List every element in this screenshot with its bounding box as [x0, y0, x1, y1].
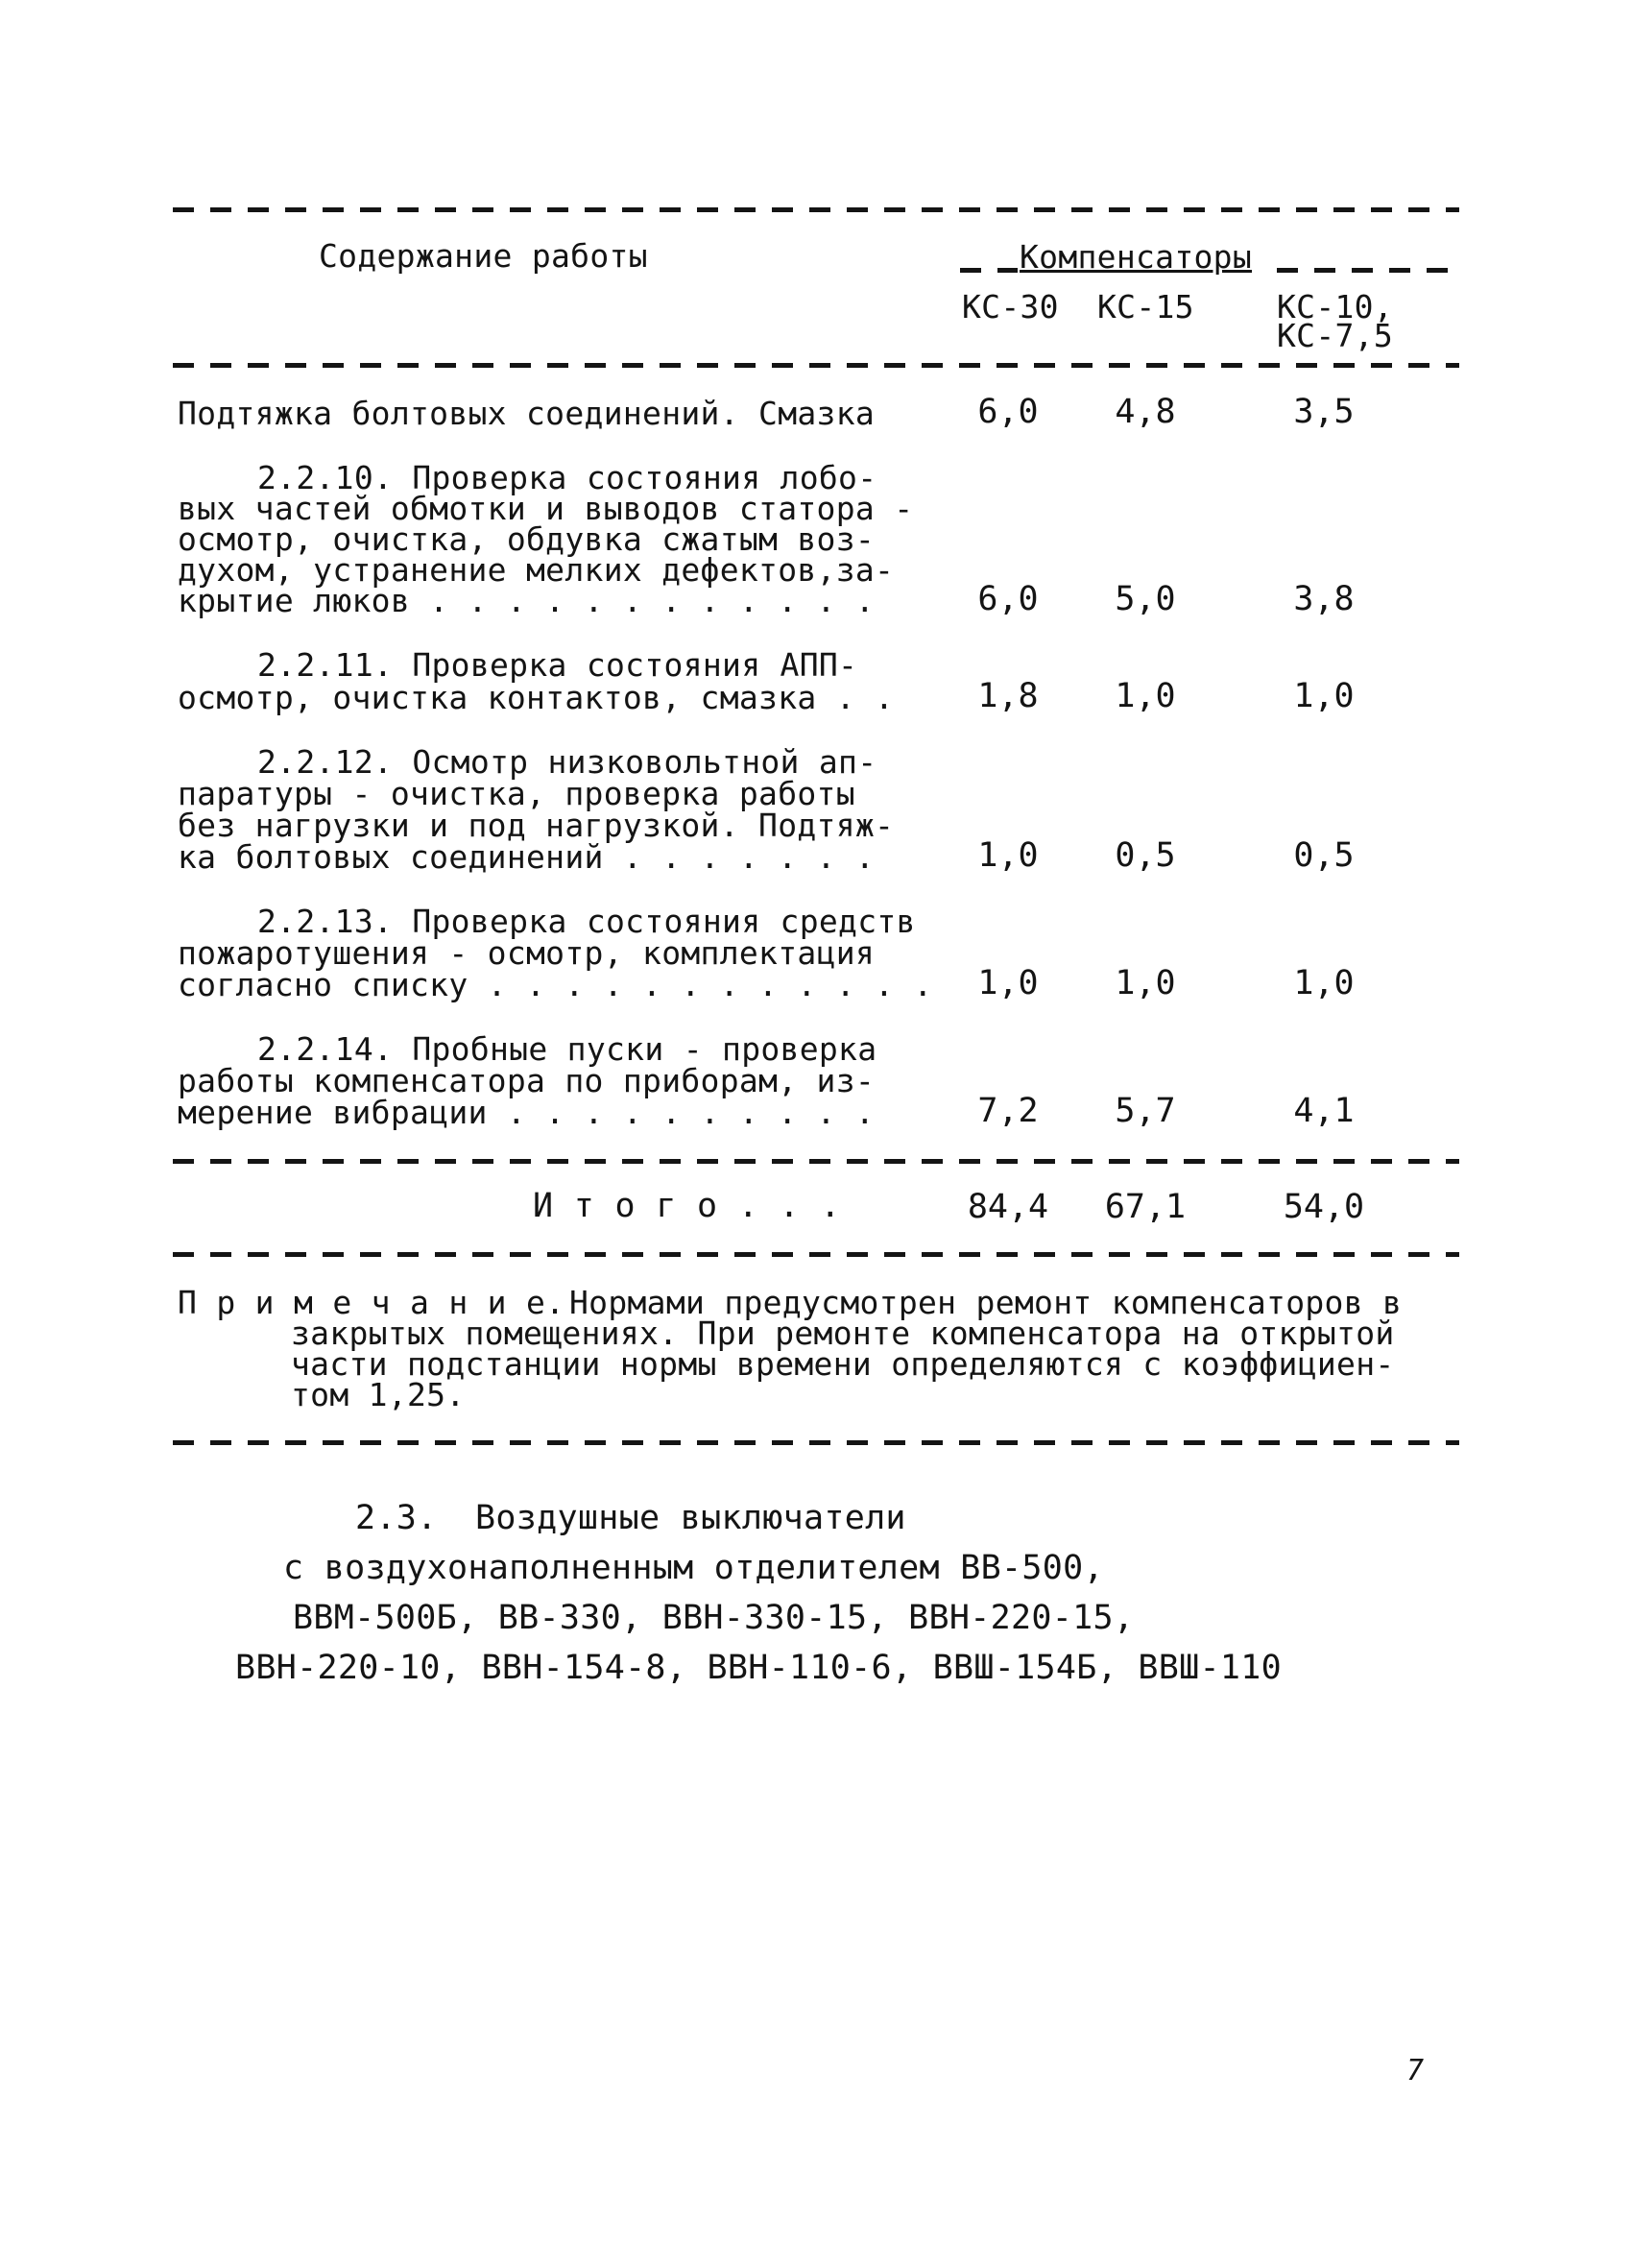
- row-text-line: осмотр, очистка контактов, смазка . .: [178, 679, 895, 716]
- group-header-left-rule: [960, 268, 1018, 273]
- note-line: закрытых помещениях. При ремонте компенсатора на открытой: [291, 1315, 1395, 1352]
- value-ks30: 1,0: [977, 964, 1039, 1002]
- row-text-line: духом, устранение мелких дефектов,за-: [178, 551, 895, 589]
- value-ks30: 1,0: [977, 836, 1039, 875]
- value-ks30: 1,8: [977, 677, 1039, 715]
- section-line: ВВМ-500Б, ВВ-330, ВВН-330-15, ВВН-220-15,: [293, 1599, 1135, 1637]
- value-ks10: 4,1: [1293, 1092, 1355, 1130]
- value-ks15: 5,7: [1115, 1092, 1176, 1130]
- section-title: Воздушные выключатели: [475, 1499, 906, 1537]
- row-text-line: пожаротушения - осмотр, комплектация: [178, 934, 876, 972]
- total-bottom-rule: [173, 1252, 1459, 1257]
- total-label: И т о г о . . .: [533, 1187, 841, 1225]
- value-ks10: 3,5: [1293, 393, 1355, 431]
- group-column-header: Компенсаторы: [1020, 238, 1253, 276]
- total-ks10: 54,0: [1283, 1188, 1365, 1226]
- row-text-line: мерение вибрации . . . . . . . . . .: [178, 1094, 876, 1131]
- row-text-line: 2.2.11. Проверка состояния АПП-: [257, 646, 858, 684]
- page-number: 7: [1406, 2054, 1425, 2087]
- note-label: П р и м е ч а н и е.: [178, 1284, 565, 1321]
- value-ks15: 0,5: [1115, 836, 1176, 875]
- row-text-line: 2.2.12. Осмотр низковольтной ап-: [257, 743, 877, 781]
- header-bottom-rule: [173, 363, 1459, 368]
- content-column-header: Содержание работы: [319, 237, 648, 275]
- section-number: 2.3.: [355, 1499, 438, 1537]
- value-ks15: 1,0: [1115, 677, 1176, 715]
- value-ks10: 1,0: [1293, 677, 1355, 715]
- note-line: части подстанции нормы времени определяются с коэффициен-: [291, 1345, 1395, 1383]
- group-header-right-rule: [1277, 268, 1459, 273]
- value-ks30: 7,2: [977, 1092, 1039, 1130]
- row-text-line: 2.2.14. Пробные пуски - проверка: [257, 1030, 877, 1068]
- row-text-line: крытие люков . . . . . . . . . . . .: [178, 582, 876, 619]
- row-text-line: Подтяжка болтовых соединений. Смазка: [178, 395, 876, 432]
- row-text-line: 2.2.13. Проверка состояния средств: [257, 903, 916, 940]
- row-text-line: работы компенсатора по приборам, из-: [178, 1062, 876, 1099]
- value-ks15: 5,0: [1115, 580, 1176, 618]
- row-text-line: без нагрузки и под нагрузкой. Подтяж-: [178, 807, 895, 844]
- row-text-line: осмотр, очистка, обдувка сжатым воз-: [178, 520, 876, 558]
- row-text-line: паратуры - очистка, проверка работы: [178, 775, 855, 812]
- value-ks10: 3,8: [1293, 580, 1355, 618]
- column-header-ks30: КС-30: [962, 288, 1059, 326]
- value-ks15: 1,0: [1115, 964, 1176, 1002]
- note-line: Нормами предусмотрен ремонт компенсаторов в: [569, 1284, 1403, 1321]
- total-ks15: 67,1: [1104, 1188, 1187, 1226]
- value-ks10: 0,5: [1293, 836, 1355, 875]
- column-header-ks75: КС-7,5: [1277, 317, 1394, 354]
- section-line: ВВН-220-10, ВВН-154-8, ВВН-110-6, ВВШ-154Б, ВВШ-110: [235, 1649, 1282, 1687]
- column-header-ks10: КС-10,: [1277, 288, 1394, 326]
- total-top-rule: [173, 1159, 1459, 1164]
- row-text-line: согласно списку . . . . . . . . . . . .: [178, 966, 933, 1003]
- value-ks10: 1,0: [1293, 964, 1355, 1002]
- value-ks30: 6,0: [977, 580, 1039, 618]
- table-top-rule: [173, 207, 1459, 212]
- value-ks30: 6,0: [977, 393, 1039, 431]
- row-text-line: вых частей обмотки и выводов статора -: [178, 490, 914, 527]
- total-ks30: 84,4: [967, 1188, 1049, 1226]
- section-line: с воздухонаполненным отделителем ВВ-500,: [283, 1549, 1104, 1587]
- row-text-line: ка болтовых соединений . . . . . . .: [178, 838, 876, 876]
- row-text-line: 2.2.10. Проверка состояния лобо-: [257, 459, 877, 496]
- note-bottom-rule: [173, 1440, 1459, 1445]
- column-header-ks15: КС-15: [1097, 288, 1194, 326]
- note-line: том 1,25.: [291, 1376, 466, 1413]
- value-ks15: 4,8: [1115, 393, 1176, 431]
